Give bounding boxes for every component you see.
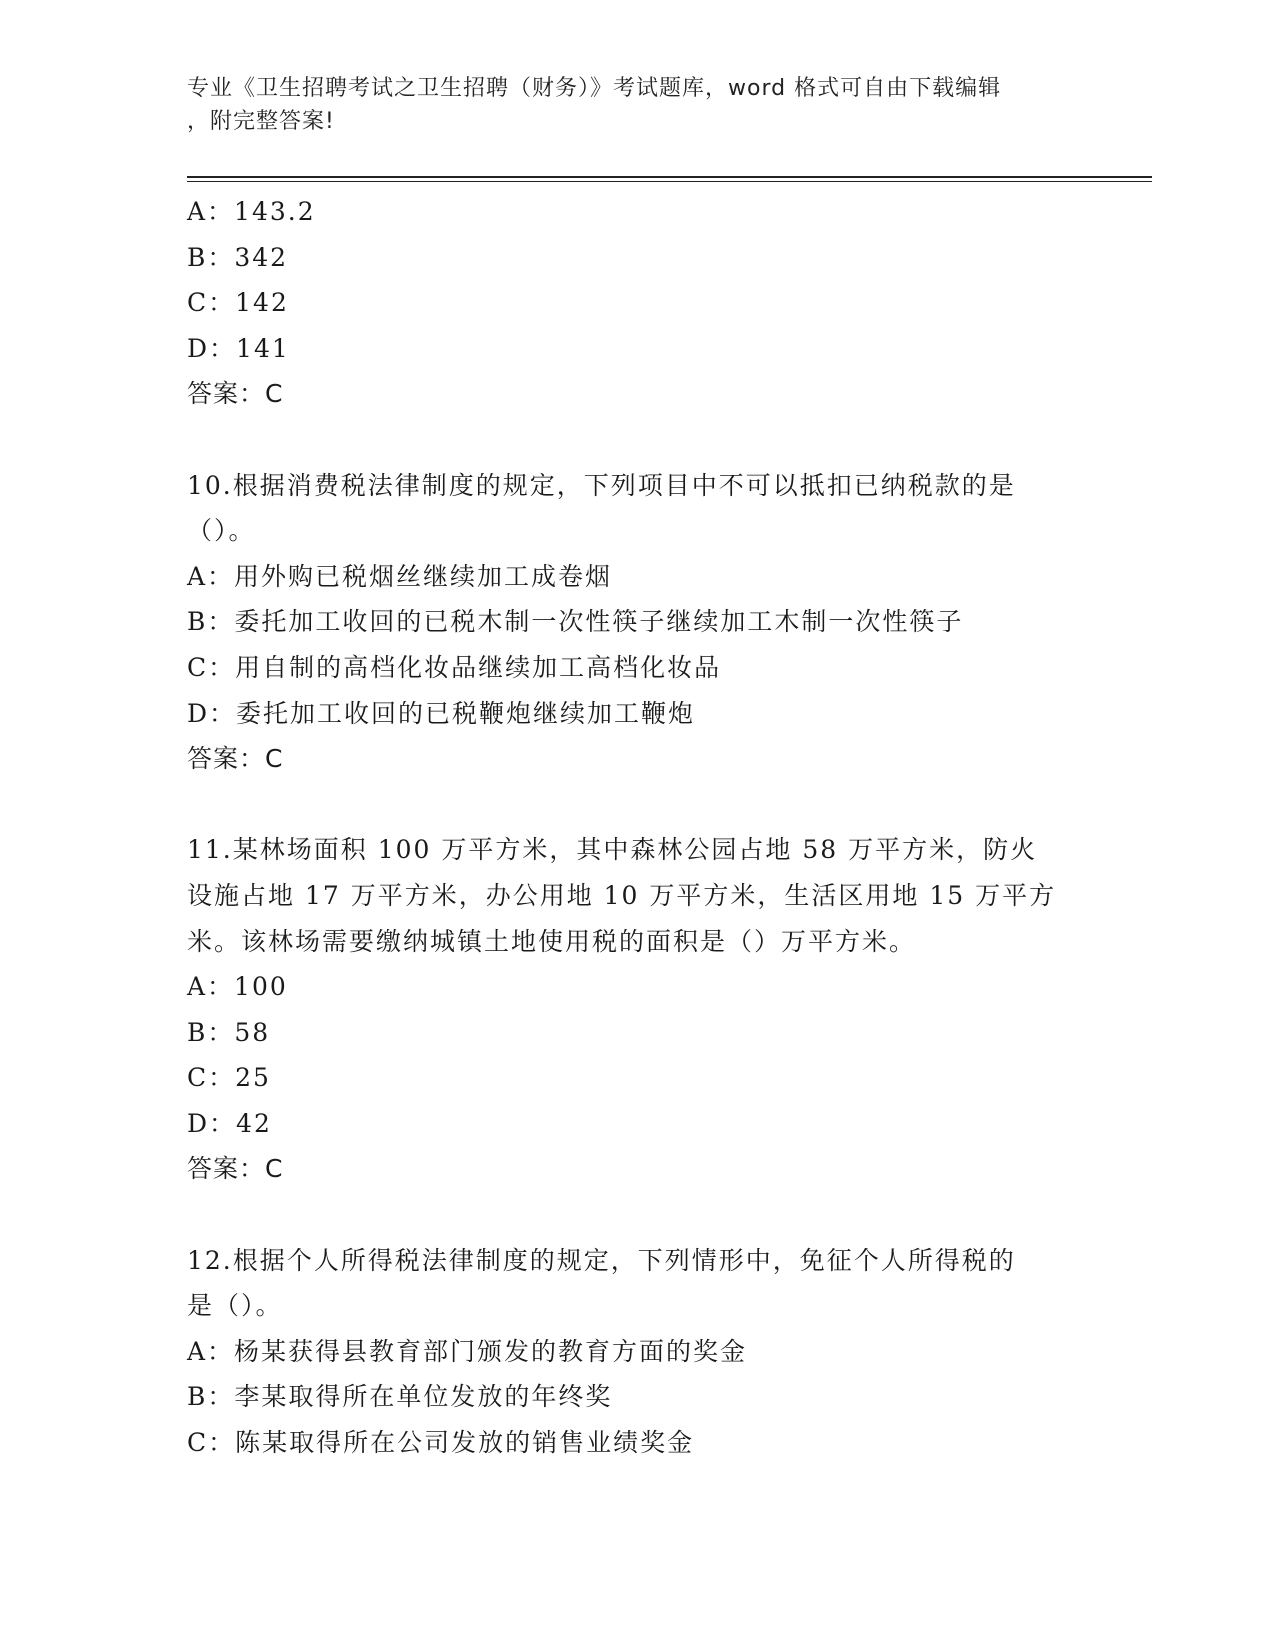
option-d: D：141 bbox=[187, 333, 290, 363]
option-c: C：陈某取得所在公司发放的销售业绩奖金 bbox=[187, 1428, 695, 1458]
header-divider bbox=[187, 176, 1152, 178]
question-stem-cont: 米。该林场需要缴纳城镇土地使用税的面积是（）万平方米。 bbox=[187, 926, 917, 956]
question-12 bbox=[187, 1238, 1087, 1466]
option-d: D：委托加工收回的已税鞭炮继续加工鞭炮 bbox=[187, 698, 696, 728]
header-line-2: ，附完整答案! bbox=[187, 109, 335, 134]
option-a: A：100 bbox=[187, 972, 288, 1002]
option-b: B：委托加工收回的已税木制一次性筷子继续加工木制一次性筷子 bbox=[187, 607, 964, 637]
question-11 bbox=[187, 827, 1087, 1192]
spacer bbox=[187, 1192, 1087, 1238]
spacer bbox=[187, 782, 1087, 828]
question-stem: 10.根据消费税法律制度的规定，下列项目中不可以抵扣已纳税款的是 bbox=[187, 470, 1016, 500]
spacer bbox=[187, 417, 1087, 463]
option-d: D：42 bbox=[187, 1108, 272, 1138]
question-list bbox=[187, 189, 1087, 1466]
question-10 bbox=[187, 463, 1087, 782]
question-stem: 11.某林场面积 100 万平方米，其中森林公园占地 58 万平方米，防火 bbox=[187, 835, 1038, 865]
option-a: A：用外购已税烟丝继续加工成卷烟 bbox=[187, 561, 613, 591]
question-stem-cont: （）。 bbox=[187, 516, 256, 546]
header-divider-thin bbox=[187, 181, 1152, 182]
option-c: C：142 bbox=[187, 288, 289, 318]
answer: 答案：C bbox=[187, 379, 284, 409]
question-stem-cont: 是（）。 bbox=[187, 1291, 283, 1321]
answer: 答案：C bbox=[187, 1154, 284, 1184]
option-b: B：58 bbox=[187, 1017, 271, 1047]
question-stem: 12.根据个人所得税法律制度的规定，下列情形中，免征个人所得税的 bbox=[187, 1245, 1016, 1275]
option-a: A：143.2 bbox=[187, 197, 316, 226]
answer: 答案：C bbox=[187, 744, 284, 774]
option-c: C：25 bbox=[187, 1063, 271, 1093]
option-b: B：342 bbox=[187, 242, 289, 272]
document-header bbox=[187, 72, 1067, 138]
question-stem-cont: 设施占地 17 万平方米，办公用地 10 万平方米，生活区用地 15 万平方 bbox=[187, 880, 1057, 910]
header-line-1: 专业《卫生招聘考试之卫生招聘（财务）》考试题库，word 格式可自由下载编辑 bbox=[187, 76, 1002, 101]
option-c: C：用自制的高档化妆品继续加工高档化妆品 bbox=[187, 652, 722, 682]
option-a: A：杨某获得县教育部门颁发的教育方面的奖金 bbox=[187, 1336, 748, 1366]
option-b: B：李某取得所在单位发放的年终奖 bbox=[187, 1382, 613, 1412]
question-9 bbox=[187, 189, 1087, 417]
